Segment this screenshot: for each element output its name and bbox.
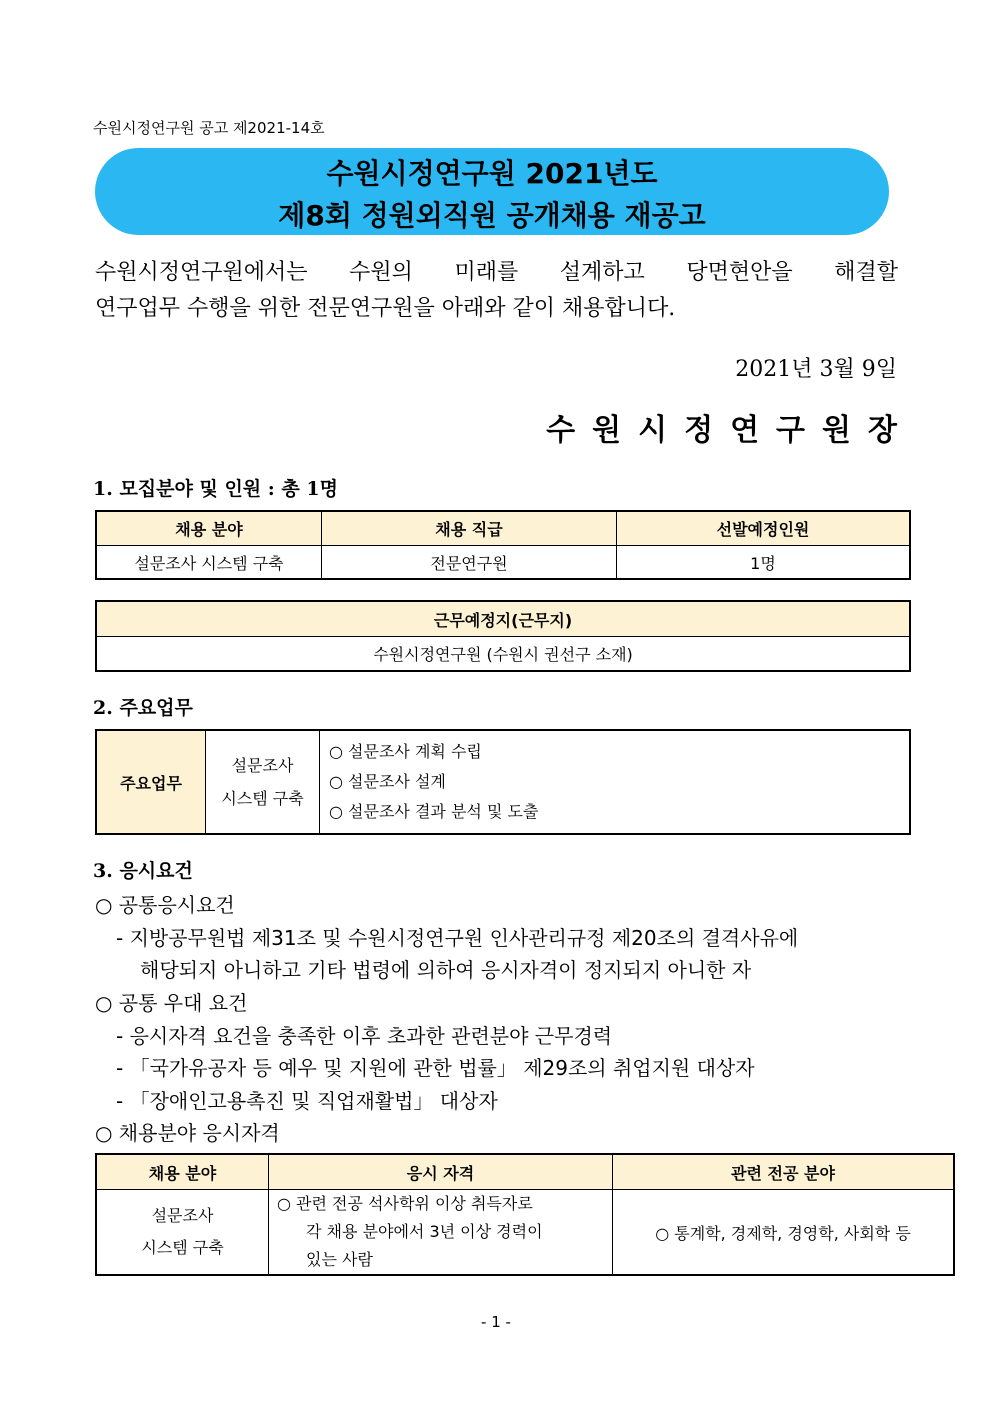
intro-line2: 연구업무 수행을 위한 전문연구원을 아래와 같이 채용합니다.	[95, 296, 676, 321]
common-req-line1: - 지방공무원법 제31조 및 수원시정연구원 인사관리규정 제20조의 결격사유에	[116, 926, 799, 950]
header-field: 채용 분야	[96, 511, 322, 546]
cell-position: 전문연구원	[322, 546, 617, 580]
header-headcount: 선발예정인원	[617, 511, 911, 546]
qualification-table	[95, 1153, 955, 1276]
section3-title: 3. 응시요건	[93, 860, 193, 882]
qual-line1: ○ 관련 전공 석사학위 이상 취득자로	[277, 1194, 533, 1213]
section1-title: 1. 모집분야 및 인원 : 총 1명	[93, 478, 338, 500]
location-table	[95, 600, 911, 672]
duties-head: 주요업무	[96, 730, 206, 834]
qual-line2: 각 채용 분야에서 3년 이상 경력이	[306, 1222, 543, 1241]
duties-field-line1: 설문조사	[231, 756, 294, 775]
preference-item: - 「장애인고용촉진 및 직업재활법」 대상자	[116, 1089, 498, 1113]
qual-line3: 있는 사람	[306, 1250, 373, 1269]
list-item: ○ 설문조사 계획 수립	[329, 742, 482, 761]
header-field: 채용 분야	[96, 1154, 269, 1190]
intro-line1: 수원시정연구원에서는 수원의 미래를 설계하고 당면현안을 해결할	[95, 260, 898, 285]
banner-title-line1: 수원시정연구원 2021년도	[326, 157, 658, 190]
section2-title: 2. 주요업무	[93, 697, 193, 719]
header-position: 채용 직급	[322, 511, 617, 546]
qualification-title: ○ 채용분야 응시자격	[95, 1121, 280, 1145]
title-banner	[95, 148, 889, 235]
qual-field-line2: 시스템 구축	[141, 1238, 224, 1257]
signatory: 수원시정연구원장	[546, 413, 914, 448]
duties-field-line2: 시스템 구축	[221, 789, 304, 808]
preference-item: - 응시자격 요건을 충족한 이후 초과한 관련분야 근무경력	[116, 1024, 613, 1048]
recruitment-table	[95, 510, 911, 580]
list-item: ○ 설문조사 결과 분석 및 도출	[329, 802, 539, 821]
location-value: 수원시정연구원 (수원시 권선구 소재)	[96, 637, 910, 672]
announcement-date: 2021년 3월 9일	[735, 357, 897, 382]
table-row	[96, 1190, 954, 1276]
table-row	[96, 546, 910, 580]
notice-number: 수원시정연구원 공고 제2021-14호	[93, 119, 325, 137]
cell-field: 설문조사 시스템 구축	[96, 546, 322, 580]
duties-table	[95, 729, 911, 835]
qual-requirements	[269, 1190, 613, 1276]
preference-item: - 「국가유공자 등 예우 및 지원에 관한 법률」 제29조의 취업지원 대상자	[116, 1056, 755, 1080]
list-item: ○ 설문조사 설계	[329, 772, 446, 791]
header-major: 관련 전공 분야	[613, 1154, 955, 1190]
duties-list	[320, 730, 911, 834]
header-qualification: 응시 자격	[269, 1154, 613, 1190]
page-number: - 1 -	[481, 1313, 511, 1331]
common-req-line2: 해당되지 아니하고 기타 법령에 의하여 응시자격이 정지되지 아니한 자	[140, 958, 752, 982]
location-header: 근무예정지(근무지)	[96, 601, 910, 637]
cell-headcount: 1명	[617, 546, 911, 580]
banner-title-line2: 제8회 정원외직원 공개채용 재공고	[278, 199, 706, 232]
duties-field	[206, 730, 320, 834]
common-req-title: ○ 공통응시요건	[95, 893, 235, 917]
preference-title: ○ 공통 우대 요건	[95, 991, 248, 1015]
qual-major: ○ 통계학, 경제학, 경영학, 사회학 등	[613, 1190, 955, 1276]
qual-field	[96, 1190, 269, 1276]
qual-field-line1: 설문조사	[151, 1206, 214, 1225]
intro-paragraph	[95, 255, 898, 327]
